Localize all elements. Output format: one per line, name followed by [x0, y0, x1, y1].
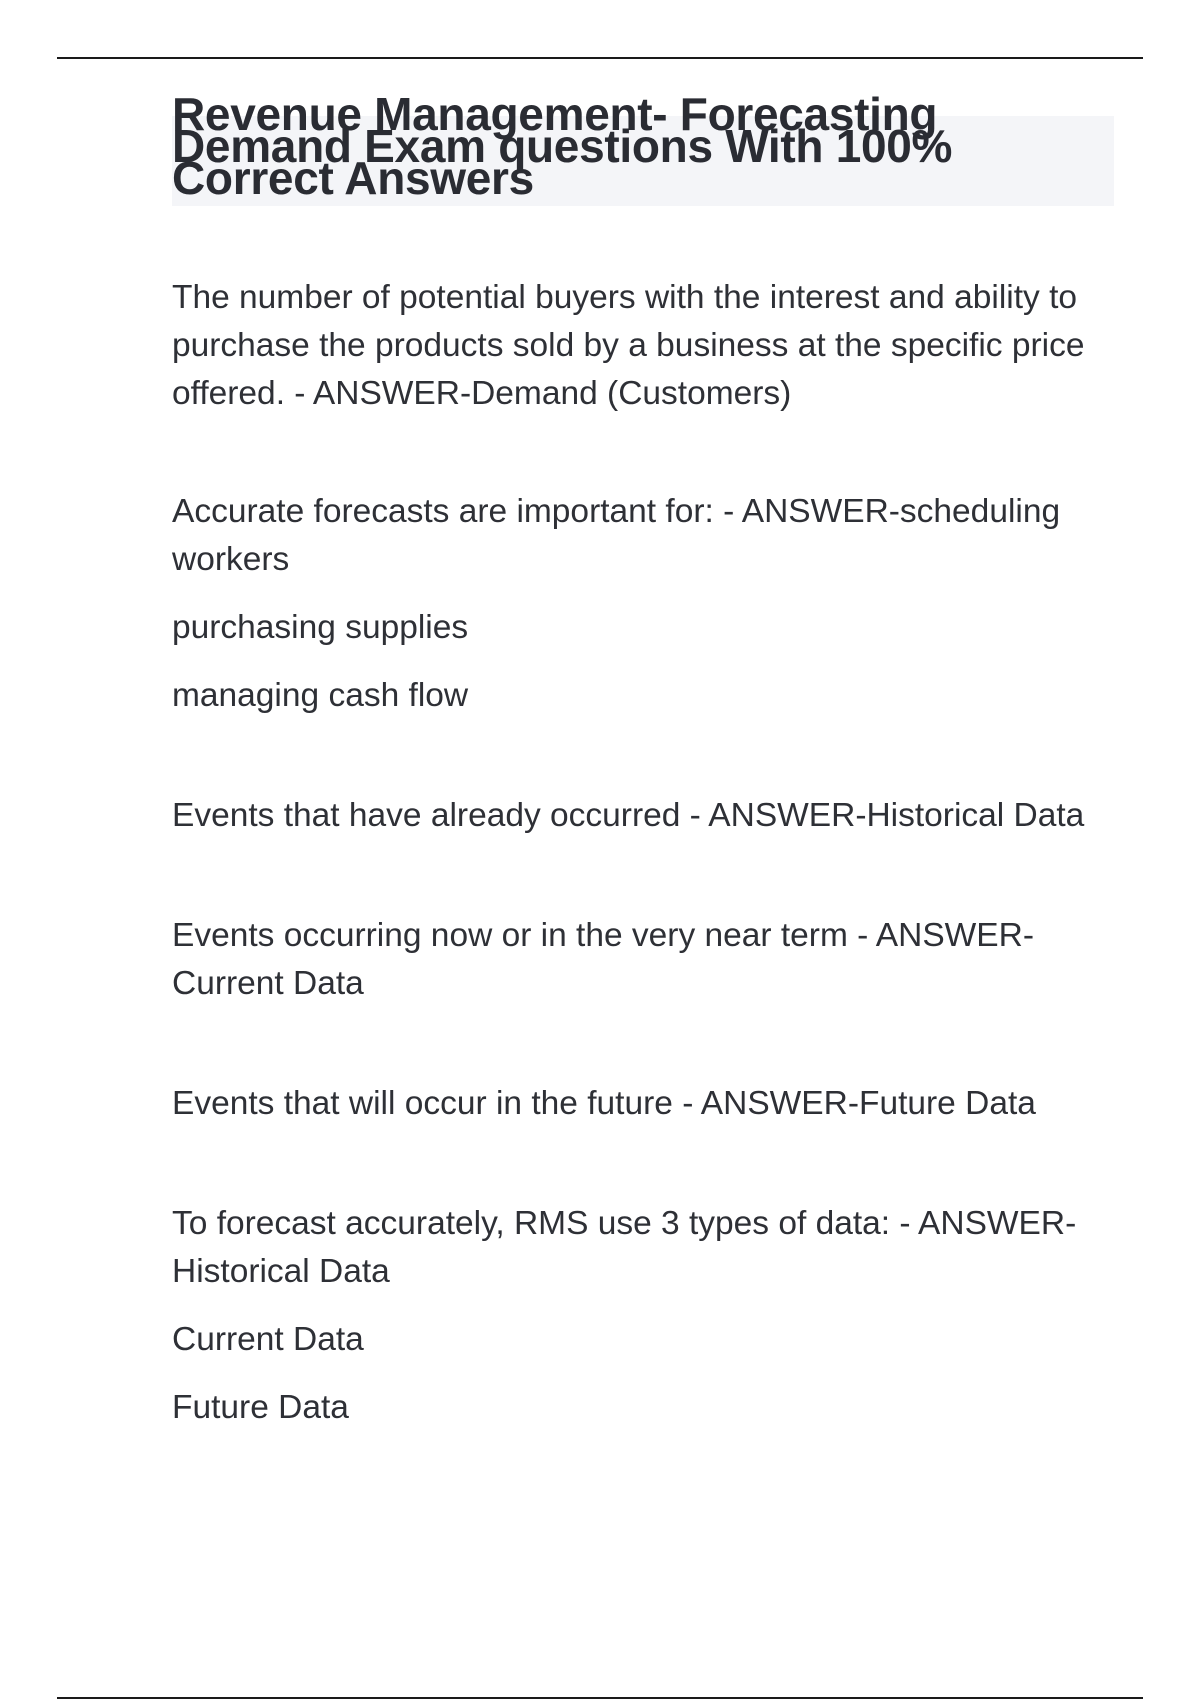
qa-item-rms-data-types — [172, 1200, 1122, 1432]
qa-text: To forecast accurately, RMS use 3 types of data: - ANSWER-Historical Data — [172, 1205, 1077, 1290]
qa-item-future-data — [172, 1080, 1122, 1128]
answer-line: Future Data — [172, 1389, 349, 1426]
top-rule — [57, 57, 1143, 59]
answer-line: managing cash flow — [172, 677, 469, 714]
qa-text: Accurate forecasts are important for: - ANSWER-scheduling workers — [172, 493, 1061, 578]
qa-text: Events that will occur in the future - ANSWER-Future Data — [172, 1085, 1036, 1122]
qa-text: Events that have already occurred - ANSWER-Historical Data — [172, 797, 1085, 834]
document-body — [172, 274, 1122, 1432]
answer-line: Current Data — [172, 1321, 364, 1358]
document-title: Revenue Management- Forecasting Demand Exam questions With 100% Correct Answers — [172, 88, 953, 204]
qa-item-accurate-forecasts — [172, 488, 1122, 720]
qa-item-historical-data — [172, 792, 1122, 840]
qa-item-current-data — [172, 912, 1122, 1008]
qa-text: Events occurring now or in the very near term - ANSWER-Current Data — [172, 917, 1034, 1002]
bottom-rule — [57, 1697, 1143, 1699]
qa-item-demand — [172, 274, 1122, 418]
answer-line: purchasing supplies — [172, 609, 469, 646]
qa-text: The number of potential buyers with the interest and ability to purchase the products sold by a business at the specific price offered. - ANSWER-Demand (Customers) — [172, 279, 1085, 412]
